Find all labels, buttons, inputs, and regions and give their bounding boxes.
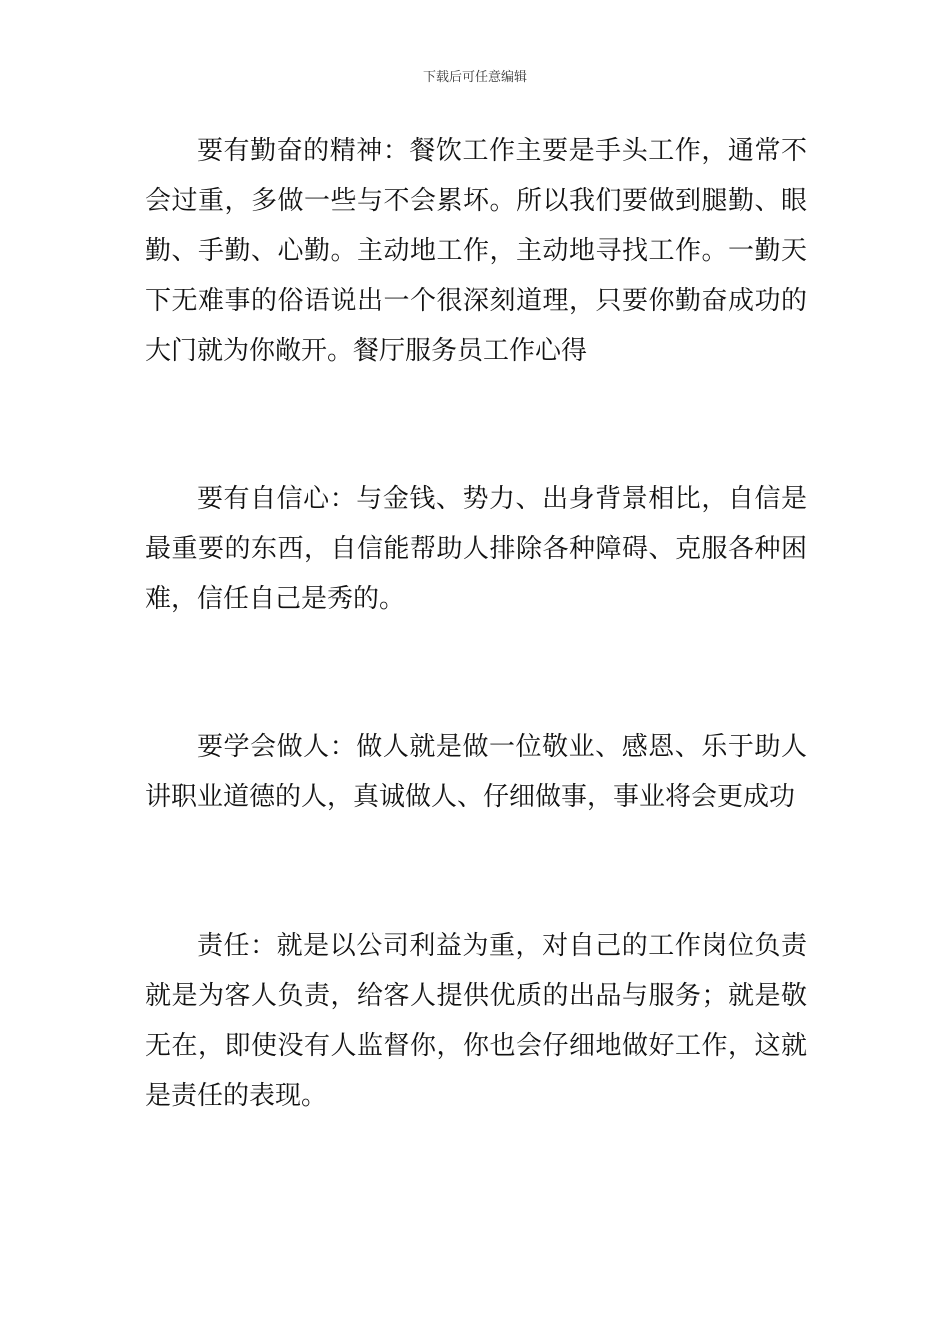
paragraph-diligence: 要有勤奋的精神：餐饮工作主要是手头工作，通常不会过重，多做一些与不会累坏。所以我们要做到腿勤、眼勤、手勤、心勤。主动地工作，主动地寻找工作。一勤天下无难事的俗语说出一个很深刻道理，只要你勤奋成功的大门就为你敞开。餐厅服务员工作心得 <box>145 136 807 366</box>
paragraph-responsibility: 责任：就是以公司利益为重，对自己的工作岗位负责就是为客人负责，给客人提供优质的出品与服务；就是敬无在，即使没有人监督你，你也会仔细地做好工作，这就是责任的表现。 <box>145 931 807 1111</box>
page-header: 下载后可任意编辑 <box>422 70 527 85</box>
paragraph-conduct: 要学会做人：做人就是做一位敬业、感恩、乐于助人讲职业道德的人，真诚做人、仔细做事，事业将会更成功 <box>145 732 807 812</box>
paragraph-confidence: 要有自信心：与金钱、势力、出身背景相比，自信是最重要的东西，自信能帮助人排除各种障碍、克服各种困难，信任自己是秀的。 <box>145 484 807 614</box>
